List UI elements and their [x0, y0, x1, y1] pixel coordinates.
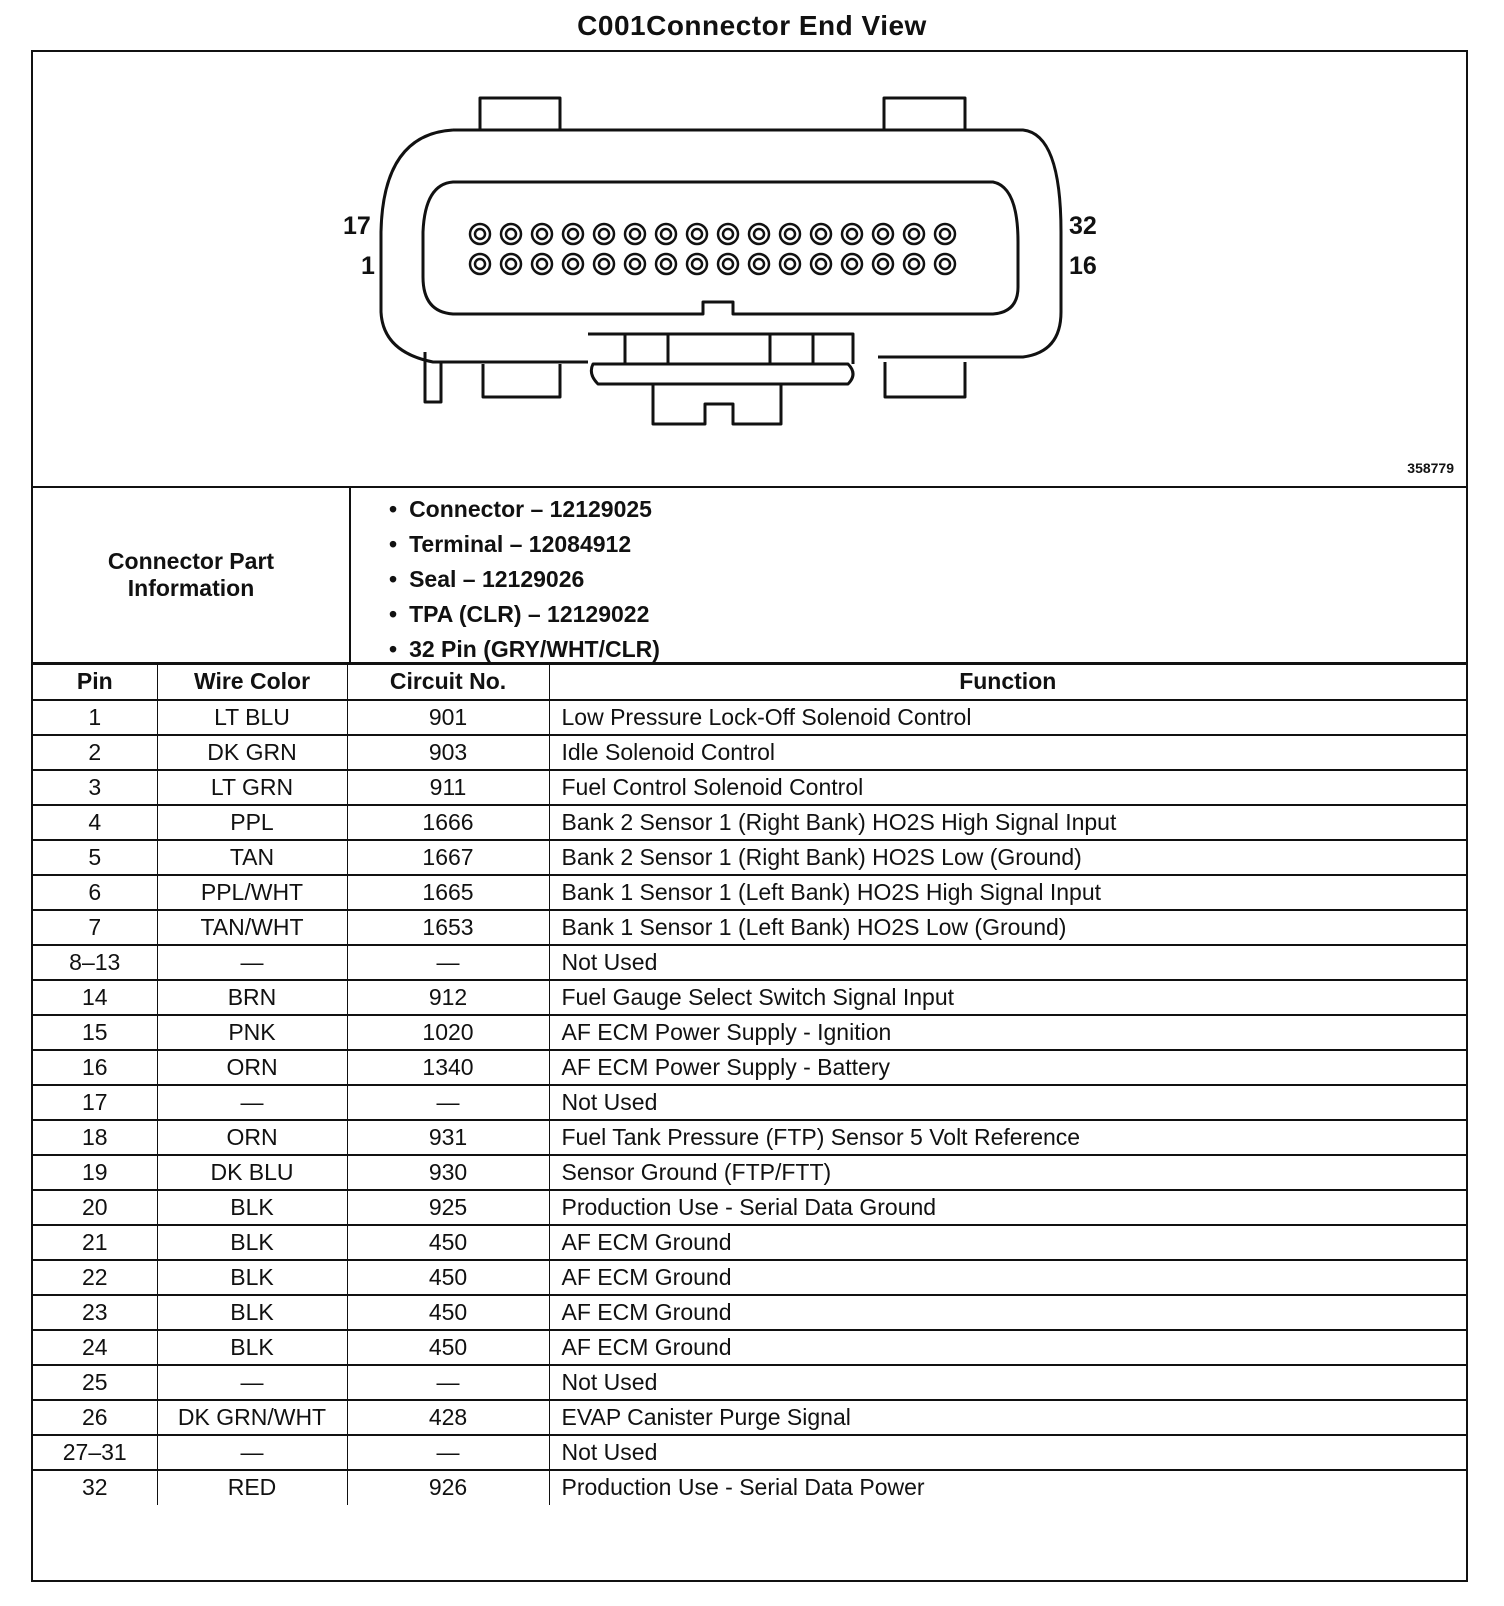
pin-hole — [532, 224, 552, 244]
cell-pin: 18 — [33, 1120, 157, 1155]
pin-cavity — [423, 182, 1018, 314]
table-row — [33, 1155, 1466, 1190]
header-circuit-no: Circuit No. — [347, 665, 549, 700]
pin-hole-inner — [816, 229, 826, 239]
cell-circuit-no: 428 — [347, 1400, 549, 1435]
pin-hole-inner — [537, 259, 547, 269]
cell-function: Bank 1 Sensor 1 (Left Bank) HO2S High Signal Input — [549, 875, 1466, 910]
part-info-item: • TPA (CLR) – 12129022 — [389, 597, 660, 632]
cell-wire-color: ORN — [157, 1120, 347, 1155]
cell-function: Not Used — [549, 945, 1466, 980]
cell-pin: 22 — [33, 1260, 157, 1295]
cell-pin: 24 — [33, 1330, 157, 1365]
cell-pin: 16 — [33, 1050, 157, 1085]
pin-hole — [594, 254, 614, 274]
pin-hole — [749, 224, 769, 244]
cell-wire-color: BLK — [157, 1260, 347, 1295]
connector-drawing — [33, 52, 1466, 486]
cell-pin: 15 — [33, 1015, 157, 1050]
pin-hole-inner — [909, 259, 919, 269]
cell-function: Low Pressure Lock-Off Solenoid Control — [549, 700, 1466, 735]
cell-pin: 20 — [33, 1190, 157, 1225]
pin-hole — [563, 254, 583, 274]
pin-hole-inner — [630, 229, 640, 239]
table-row — [33, 1085, 1466, 1120]
cell-circuit-no: 1340 — [347, 1050, 549, 1085]
cell-circuit-no: 450 — [347, 1225, 549, 1260]
cell-circuit-no: 450 — [347, 1260, 549, 1295]
cell-circuit-no: 1667 — [347, 840, 549, 875]
cell-pin: 26 — [33, 1400, 157, 1435]
table-row — [33, 1435, 1466, 1470]
connector-end-view — [33, 52, 1466, 488]
cell-function: Fuel Gauge Select Switch Signal Input — [549, 980, 1466, 1015]
table-row — [33, 840, 1466, 875]
cell-pin: 17 — [33, 1085, 157, 1120]
table-row — [33, 1470, 1466, 1505]
cell-wire-color: ORN — [157, 1050, 347, 1085]
figure-id: 358779 — [1407, 460, 1454, 476]
part-info-item: • Connector – 12129025 — [389, 492, 660, 527]
table-row — [33, 1225, 1466, 1260]
pin-hole — [656, 254, 676, 274]
table-row — [33, 1295, 1466, 1330]
cell-function: Idle Solenoid Control — [549, 735, 1466, 770]
cell-wire-color: PPL/WHT — [157, 875, 347, 910]
pin-hole — [811, 254, 831, 274]
table-row — [33, 910, 1466, 945]
pin-hole — [780, 254, 800, 274]
cell-pin: 25 — [33, 1365, 157, 1400]
pin-hole-inner — [630, 259, 640, 269]
cell-wire-color: BLK — [157, 1190, 347, 1225]
cell-function: AF ECM Ground — [549, 1260, 1466, 1295]
pin-hole-inner — [754, 229, 764, 239]
cell-circuit-no: 901 — [347, 700, 549, 735]
table-row — [33, 1330, 1466, 1365]
cell-wire-color: TAN/WHT — [157, 910, 347, 945]
pin-hole — [780, 224, 800, 244]
cell-function: Fuel Control Solenoid Control — [549, 770, 1466, 805]
cell-wire-color: — — [157, 1085, 347, 1120]
cell-function: AF ECM Ground — [549, 1225, 1466, 1260]
cell-wire-color: — — [157, 1435, 347, 1470]
cell-circuit-no: 930 — [347, 1155, 549, 1190]
pin-hole-inner — [475, 259, 485, 269]
table-header-row — [33, 665, 1466, 700]
pin-label-16: 16 — [1069, 252, 1097, 280]
cell-wire-color: RED — [157, 1470, 347, 1505]
cell-pin: 8–13 — [33, 945, 157, 980]
table-row — [33, 1050, 1466, 1085]
cell-wire-color: BLK — [157, 1295, 347, 1330]
cell-function: AF ECM Power Supply - Battery — [549, 1050, 1466, 1085]
cell-pin: 21 — [33, 1225, 157, 1260]
pin-hole-inner — [599, 259, 609, 269]
cell-function: EVAP Canister Purge Signal — [549, 1400, 1466, 1435]
pin-hole-inner — [599, 229, 609, 239]
cell-pin: 5 — [33, 840, 157, 875]
cell-wire-color: TAN — [157, 840, 347, 875]
table-row — [33, 1260, 1466, 1295]
pin-hole-inner — [475, 229, 485, 239]
part-info-item: • 32 Pin (GRY/WHT/CLR) — [389, 632, 660, 667]
pin-hole-inner — [506, 259, 516, 269]
pin-hole-inner — [785, 229, 795, 239]
bottom-right-latch — [885, 362, 965, 397]
table-row — [33, 1120, 1466, 1155]
pin-hole-inner — [661, 259, 671, 269]
table-row — [33, 1400, 1466, 1435]
pin-hole-inner — [940, 229, 950, 239]
cell-function: Production Use - Serial Data Power — [549, 1470, 1466, 1505]
cell-wire-color: BLK — [157, 1225, 347, 1260]
cell-wire-color: DK BLU — [157, 1155, 347, 1190]
header-wire-color: Wire Color — [157, 665, 347, 700]
table-row — [33, 1190, 1466, 1225]
cell-wire-color: PNK — [157, 1015, 347, 1050]
cell-function: Bank 2 Sensor 1 (Right Bank) HO2S High Signal Input — [549, 805, 1466, 840]
connector-sheet — [31, 50, 1468, 1582]
cell-wire-color: — — [157, 1365, 347, 1400]
cell-function: AF ECM Power Supply - Ignition — [549, 1015, 1466, 1050]
cell-wire-color: PPL — [157, 805, 347, 840]
table-row — [33, 875, 1466, 910]
table-row — [33, 770, 1466, 805]
pinout-table — [33, 664, 1466, 1505]
connector-part-info — [33, 488, 1466, 664]
pin-hole — [842, 254, 862, 274]
cell-circuit-no: 903 — [347, 735, 549, 770]
pin-hole — [935, 224, 955, 244]
part-info-item: • Terminal – 12084912 — [389, 527, 660, 562]
pin-hole — [532, 254, 552, 274]
pin-hole-inner — [661, 229, 671, 239]
pin-hole-inner — [692, 229, 702, 239]
page-title: C001Connector End View — [577, 10, 927, 41]
cell-wire-color: BLK — [157, 1330, 347, 1365]
cell-circuit-no: 1020 — [347, 1015, 549, 1050]
table-row — [33, 700, 1466, 735]
pin-hole-inner — [909, 229, 919, 239]
cell-pin: 27–31 — [33, 1435, 157, 1470]
pin-hole-inner — [847, 259, 857, 269]
cell-circuit-no: 912 — [347, 980, 549, 1015]
pin-hole — [842, 224, 862, 244]
cell-function: AF ECM Ground — [549, 1295, 1466, 1330]
pin-hole — [563, 224, 583, 244]
cell-function: Not Used — [549, 1435, 1466, 1470]
pin-label-1: 1 — [361, 252, 375, 280]
cell-wire-color: LT GRN — [157, 770, 347, 805]
cell-wire-color: DK GRN — [157, 735, 347, 770]
pin-hole — [904, 254, 924, 274]
top-right-latch — [884, 98, 965, 130]
cell-circuit-no: 911 — [347, 770, 549, 805]
table-row — [33, 980, 1466, 1015]
pin-hole — [625, 254, 645, 274]
pin-hole-inner — [692, 259, 702, 269]
cell-function: AF ECM Ground — [549, 1330, 1466, 1365]
pin-hole — [625, 224, 645, 244]
cell-function: Sensor Ground (FTP/FTT) — [549, 1155, 1466, 1190]
cell-wire-color: — — [157, 945, 347, 980]
pin-hole-inner — [723, 259, 733, 269]
table-row — [33, 1365, 1466, 1400]
pin-hole-inner — [568, 259, 578, 269]
header-pin: Pin — [33, 665, 157, 700]
cell-pin: 1 — [33, 700, 157, 735]
pin-hole — [718, 224, 738, 244]
pin-hole — [873, 224, 893, 244]
cell-circuit-no: 1653 — [347, 910, 549, 945]
cell-pin: 3 — [33, 770, 157, 805]
cell-circuit-no: 926 — [347, 1470, 549, 1505]
bottom-left-latch — [483, 364, 560, 397]
pin-hole-inner — [878, 229, 888, 239]
pin-label-17: 17 — [343, 212, 371, 240]
table-row — [33, 945, 1466, 980]
cell-pin: 19 — [33, 1155, 157, 1190]
cell-pin: 4 — [33, 805, 157, 840]
pin-label-32: 32 — [1069, 212, 1097, 240]
cell-function: Not Used — [549, 1085, 1466, 1120]
pin-hole — [904, 224, 924, 244]
cell-pin: 14 — [33, 980, 157, 1015]
pin-hole — [470, 254, 490, 274]
cell-wire-color: DK GRN/WHT — [157, 1400, 347, 1435]
top-left-latch — [480, 98, 560, 130]
housing-outline-left — [381, 130, 588, 362]
part-info-list — [389, 492, 660, 667]
pin-hole — [873, 254, 893, 274]
pin-hole-inner — [506, 229, 516, 239]
cell-circuit-no: 925 — [347, 1190, 549, 1225]
pin-hole-inner — [568, 229, 578, 239]
cell-wire-color: LT BLU — [157, 700, 347, 735]
table-row — [33, 805, 1466, 840]
pin-hole-inner — [940, 259, 950, 269]
cell-circuit-no: — — [347, 1365, 549, 1400]
cell-function: Not Used — [549, 1365, 1466, 1400]
cell-pin: 23 — [33, 1295, 157, 1330]
pin-hole-inner — [785, 259, 795, 269]
cell-pin: 2 — [33, 735, 157, 770]
pin-hole — [718, 254, 738, 274]
pin-holes — [470, 224, 955, 274]
cell-circuit-no: 1666 — [347, 805, 549, 840]
pin-hole-inner — [723, 229, 733, 239]
cell-pin: 7 — [33, 910, 157, 945]
cell-circuit-no: — — [347, 1435, 549, 1470]
pin-hole — [687, 224, 707, 244]
table-row — [33, 1015, 1466, 1050]
table-row — [33, 735, 1466, 770]
cell-function: Bank 2 Sensor 1 (Right Bank) HO2S Low (Ground) — [549, 840, 1466, 875]
cell-wire-color: BRN — [157, 980, 347, 1015]
part-info-item: • Seal – 12129026 — [389, 562, 660, 597]
cell-circuit-no: — — [347, 1085, 549, 1120]
cell-function: Production Use - Serial Data Ground — [549, 1190, 1466, 1225]
pin-hole — [501, 224, 521, 244]
part-info-label: Connector Part Information — [33, 488, 351, 662]
cell-circuit-no: 931 — [347, 1120, 549, 1155]
cell-circuit-no: 450 — [347, 1295, 549, 1330]
pin-hole — [749, 254, 769, 274]
pin-hole — [470, 224, 490, 244]
cell-circuit-no: 1665 — [347, 875, 549, 910]
pin-hole-inner — [537, 229, 547, 239]
header-function: Function — [549, 665, 1466, 700]
pin-hole — [687, 254, 707, 274]
cell-pin: 32 — [33, 1470, 157, 1505]
cell-circuit-no: — — [347, 945, 549, 980]
pin-hole-inner — [816, 259, 826, 269]
pin-hole — [501, 254, 521, 274]
cell-function: Fuel Tank Pressure (FTP) Sensor 5 Volt Reference — [549, 1120, 1466, 1155]
pin-hole — [935, 254, 955, 274]
cell-function: Bank 1 Sensor 1 (Left Bank) HO2S Low (Ground) — [549, 910, 1466, 945]
pin-hole-inner — [878, 259, 888, 269]
pin-hole — [594, 224, 614, 244]
pin-hole-inner — [754, 259, 764, 269]
pin-hole — [656, 224, 676, 244]
pin-hole — [811, 224, 831, 244]
cell-circuit-no: 450 — [347, 1330, 549, 1365]
pin-hole-inner — [847, 229, 857, 239]
cell-pin: 6 — [33, 875, 157, 910]
